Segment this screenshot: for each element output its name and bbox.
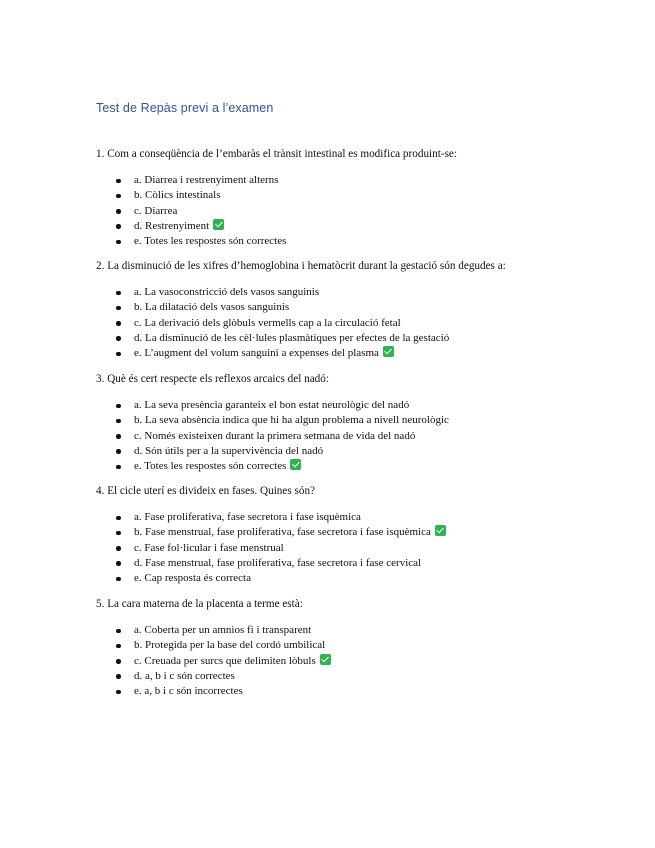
answer-option	[96, 316, 566, 331]
answer-label: d. Són útils per a la supervivència del nadó	[134, 444, 324, 457]
answer-option	[96, 413, 566, 428]
answer-option	[96, 285, 566, 300]
answer-label: b. La dilatació dels vasos sanguinis	[134, 301, 290, 314]
bullet-icon	[116, 179, 121, 184]
bullet-icon	[116, 577, 121, 582]
answer-option	[96, 429, 566, 444]
answer-label: d. Fase menstrual, fase proliferativa, fase secretora i fase cervical	[134, 556, 422, 569]
check-mark-icon	[435, 525, 446, 536]
bullet-icon	[116, 336, 121, 341]
answer-option	[96, 300, 566, 315]
answer-option	[96, 459, 566, 474]
bullet-icon	[116, 291, 121, 296]
question-text: 5. La cara materna de la placenta a terme està:	[96, 598, 303, 610]
bullet-icon	[116, 240, 121, 245]
answer-option	[96, 173, 566, 188]
answer-label: a. Diarrea i restrenyiment alterns	[134, 174, 279, 186]
answer-option	[96, 444, 566, 459]
answer-option	[96, 638, 566, 653]
bullet-icon	[116, 419, 121, 424]
question-text: 4. El cicle uterí es divideix en fases. Quines són?	[96, 485, 316, 497]
answer-label: e. Totes les respostes són correctes	[134, 235, 287, 248]
bullet-icon	[116, 531, 121, 536]
check-mark-icon	[213, 219, 224, 230]
answer-option	[96, 346, 566, 361]
answer-option	[96, 188, 566, 203]
bullet-icon	[116, 404, 121, 409]
answer-label: d. Restrenyiment	[134, 219, 210, 232]
answer-label: b. Fase menstrual, fase proliferativa, fase secretora i fase isquèmica	[134, 526, 431, 539]
bullet-icon	[116, 465, 121, 470]
answer-options	[96, 285, 566, 361]
answer-label: e. Cap resposta és correcta	[134, 572, 251, 585]
answer-options	[96, 398, 566, 474]
document-title: Test de Repàs previ a l’examen	[96, 101, 274, 115]
answer-label: e. L’augment del volum sanguini a expenses del plasma	[134, 347, 379, 360]
question-text: 3. Què és cert respecte els reflexos arcaics del nadó:	[96, 373, 329, 385]
bullet-icon	[116, 209, 121, 214]
answer-option	[96, 219, 566, 234]
bullet-icon	[116, 224, 121, 229]
answer-option	[96, 331, 566, 346]
bullet-icon	[116, 306, 121, 311]
answer-label: d. a, b i c són correctes	[134, 669, 235, 682]
bullet-icon	[116, 674, 121, 679]
answer-option	[96, 398, 566, 413]
question-5	[96, 597, 566, 699]
bullet-icon	[116, 449, 121, 454]
answer-option	[96, 623, 566, 638]
question-4	[96, 484, 566, 586]
bullet-icon	[116, 644, 121, 649]
answer-label: b. Còlics intestinals	[134, 189, 221, 202]
bullet-icon	[116, 434, 121, 439]
answer-options	[96, 623, 566, 699]
bullet-icon	[116, 352, 121, 357]
bullet-icon	[116, 629, 121, 634]
answer-label: c. Fase fol·licular i fase menstrual	[134, 541, 284, 554]
bullet-icon	[116, 546, 121, 551]
answer-label: c. Diarrea	[134, 204, 178, 217]
check-mark-icon	[320, 654, 331, 665]
answer-label: c. Només existeixen durant la primera setmana de vida del nadó	[134, 429, 416, 442]
question-text: 2. La disminució de les xifres d’hemoglobina i hematòcrit durant la gestació són degudes a:	[96, 260, 506, 272]
question-text: 1. Com a conseqüència de l’embaràs el trànsit intestinal es modifica produint-se:	[96, 148, 457, 160]
answer-option	[96, 204, 566, 219]
answer-options	[96, 510, 566, 586]
answer-label: c. La derivació dels glòbuls vermells cap a la circulació fetal	[134, 316, 401, 329]
answer-option	[96, 525, 566, 540]
bullet-icon	[116, 516, 121, 521]
bullet-icon	[116, 194, 121, 199]
check-mark-icon	[290, 459, 301, 470]
bullet-icon	[116, 690, 121, 695]
answer-option	[96, 684, 566, 699]
answer-option	[96, 571, 566, 586]
answer-option	[96, 669, 566, 684]
question-2	[96, 259, 566, 361]
answer-label: b. Protegida per la base del cordó umbilical	[134, 639, 326, 652]
answer-option	[96, 541, 566, 556]
bullet-icon	[116, 561, 121, 566]
question-3	[96, 372, 566, 474]
answer-option	[96, 556, 566, 571]
answer-label: b. La seva absència indica que hi ha algun problema a nivell neurològic	[134, 414, 449, 427]
answer-option	[96, 654, 566, 669]
check-mark-icon	[383, 346, 394, 357]
answer-option	[96, 510, 566, 525]
bullet-icon	[116, 659, 121, 664]
answer-options	[96, 173, 566, 249]
bullet-icon	[116, 321, 121, 326]
answer-option	[96, 234, 566, 249]
answer-label: e. a, b i c són incorrectes	[134, 685, 243, 698]
answer-label: c. Creuada per surcs que delimiten lòbuls	[134, 654, 316, 667]
answer-label: d. La disminució de les cèl·lules plasmàtiques per efectes de la gestació	[134, 331, 450, 344]
answer-label: a. Coberta per un amnios fi i transparent	[134, 624, 312, 636]
answer-label: a. La vasoconstricció dels vasos sanguinis	[134, 286, 320, 298]
answer-label: e. Totes les respostes són correctes	[134, 460, 287, 473]
answer-label: a. Fase proliferativa, fase secretora i fase isquèmica	[134, 511, 361, 523]
question-1	[96, 147, 566, 249]
answer-label: a. La seva presència garanteix el bon estat neurològic del nadó	[134, 399, 410, 411]
